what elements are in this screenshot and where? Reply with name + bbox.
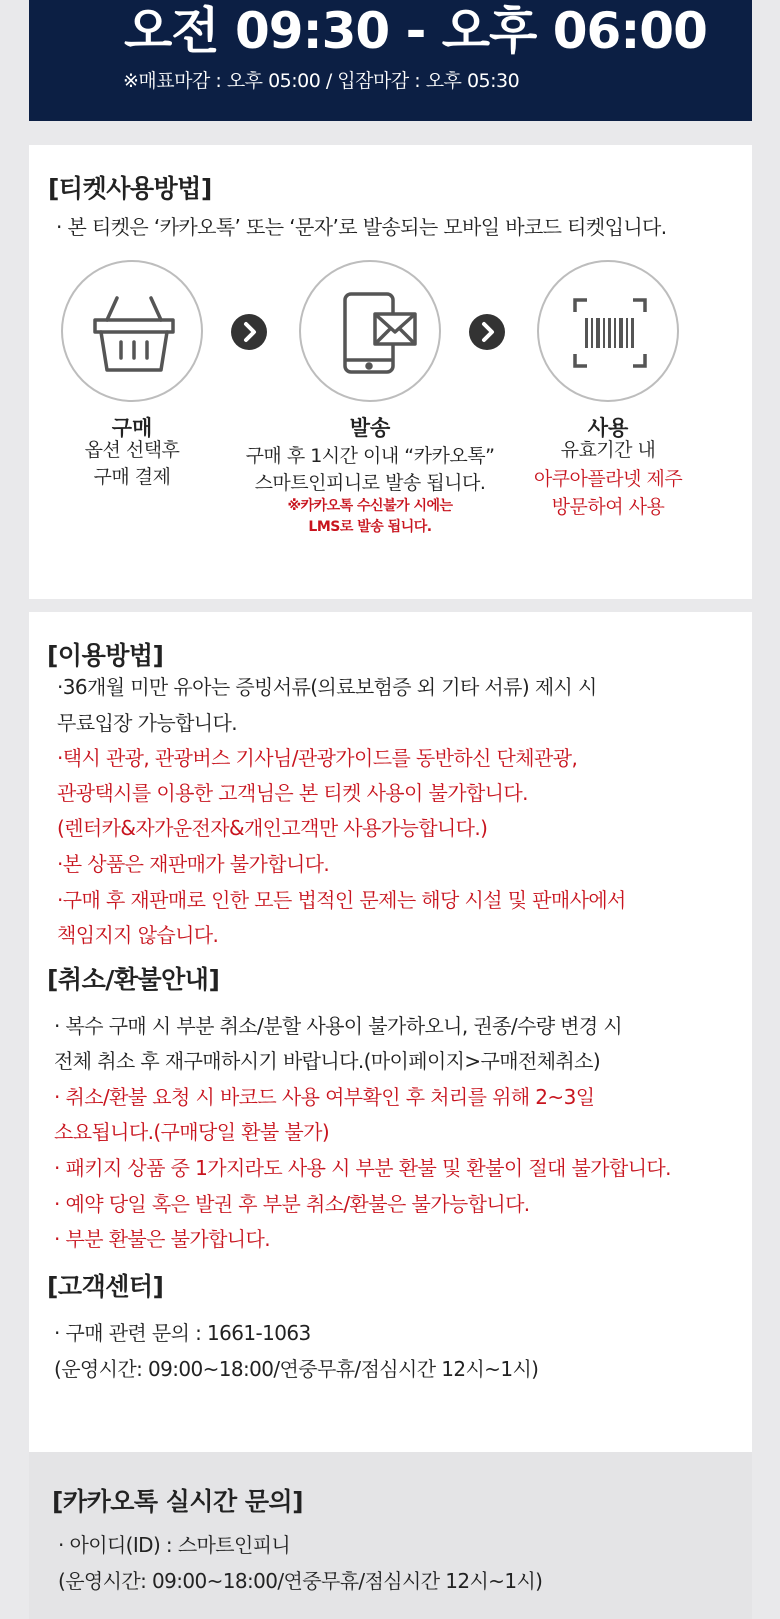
- delivery-step-circle: [299, 260, 441, 402]
- usage-line: 관광택시를 이용한 고객님은 본 티켓 사용이 불가합니다.: [57, 781, 528, 805]
- kakao-inquiry-line: (운영시간: 09:00~18:00/연중무휴/점심시간 12시~1시): [58, 1569, 543, 1593]
- ticket-usage-intro: · 본 티켓은 ‘카카오톡’ 또는 ‘문자’로 발송되는 모바일 바코드 티켓입니다.: [56, 215, 667, 239]
- use-step-circle: [537, 260, 679, 402]
- refund-line: 전체 취소 후 재구매하시기 바랍니다.(마이페이지>구매전체취소): [54, 1049, 601, 1073]
- usage-line: (렌터카&자가운전자&개인고객만 사용가능합니다.): [57, 816, 488, 840]
- usage-line: ·본 상품은 재판매가 불가합니다.: [57, 852, 330, 876]
- usage-line: 책임지지 않습니다.: [57, 923, 219, 947]
- usage-line: ·택시 관광, 관광버스 기사님/관광가이드를 동반하신 단체관광,: [57, 746, 578, 770]
- mobile-message-icon: [301, 262, 443, 404]
- delivery-step-desc-1: 구매 후 1시간 이내 “카카오톡”: [245, 445, 495, 467]
- refund-line: 소요됩니다.(구매당일 환불 불가): [54, 1120, 330, 1144]
- use-step-desc-1: 유효기간 내: [560, 439, 656, 461]
- info-section: [29, 612, 752, 1452]
- kakao-inquiry-line: · 아이디(ID) : 스마트인피니: [58, 1533, 291, 1557]
- shopping-basket-icon: [63, 262, 205, 404]
- next-step-arrow-icon: [231, 314, 267, 350]
- purchase-step-title: 구매: [111, 416, 153, 440]
- use-step-title: 사용: [587, 416, 629, 440]
- ticket-usage-section: [29, 145, 752, 599]
- kakao-inquiry-section: [29, 1452, 752, 1619]
- purchase-step-desc-2: 구매 결제: [93, 466, 171, 488]
- ticket-usage-title: [티켓사용방법]: [48, 174, 212, 203]
- opening-hours: 오전 09:30 - 오후 06:00: [124, 2, 707, 60]
- delivery-step-title: 발송: [349, 416, 391, 440]
- customer-center-line: · 구매 관련 문의 : 1661-1063: [54, 1321, 311, 1345]
- delivery-step-note-1: ※카카오톡 수신불가 시에는: [287, 498, 453, 514]
- refund-line: · 취소/환불 요청 시 바코드 사용 여부확인 후 처리를 위해 2~3일: [54, 1085, 595, 1109]
- usage-line: ·36개월 미만 유아는 증빙서류(의료보험증 외 기타 서류) 제시 시: [57, 675, 597, 699]
- purchase-step-circle: [61, 260, 203, 402]
- refund-title: [취소/환불안내]: [47, 965, 220, 994]
- refund-line: · 패키지 상품 중 1가지라도 사용 시 부분 환불 및 환불이 절대 불가합니다.: [54, 1156, 671, 1180]
- refund-line: · 복수 구매 시 부분 취소/분할 사용이 불가하오니, 권종/수량 변경 시: [54, 1014, 623, 1038]
- kakao-inquiry-title: [카카오톡 실시간 문의]: [52, 1487, 304, 1516]
- usage-line: 무료입장 가능합니다.: [57, 711, 237, 735]
- delivery-step-note-2: LMS로 발송 됩니다.: [308, 519, 432, 535]
- purchase-step-desc-1: 옵션 선택후: [84, 439, 180, 461]
- opening-hours-banner: [29, 0, 752, 121]
- delivery-step-desc-2: 스마트인피니로 발송 됩니다.: [254, 472, 486, 494]
- customer-center-line: (운영시간: 09:00~18:00/연중무휴/점심시간 12시~1시): [54, 1357, 539, 1381]
- refund-line: · 예약 당일 혹은 발권 후 부분 취소/환불은 불가능합니다.: [54, 1192, 530, 1216]
- barcode-scan-icon: [539, 262, 681, 404]
- use-step-desc-red-1: 아쿠아플라넷 제주: [533, 468, 683, 490]
- use-step-desc-red-2: 방문하여 사용: [551, 496, 665, 518]
- ticket-deadline-note: ※매표마감 : 오후 05:00 / 입잠마감 : 오후 05:30: [123, 70, 520, 92]
- customer-center-title: [고객센터]: [47, 1272, 164, 1301]
- usage-title: [이용방법]: [47, 641, 164, 670]
- next-step-arrow-icon: [469, 314, 505, 350]
- refund-line: · 부분 환불은 불가합니다.: [54, 1227, 270, 1251]
- usage-line: ·구매 후 재판매로 인한 모든 법적인 문제는 해당 시설 및 판매사에서: [57, 888, 626, 912]
